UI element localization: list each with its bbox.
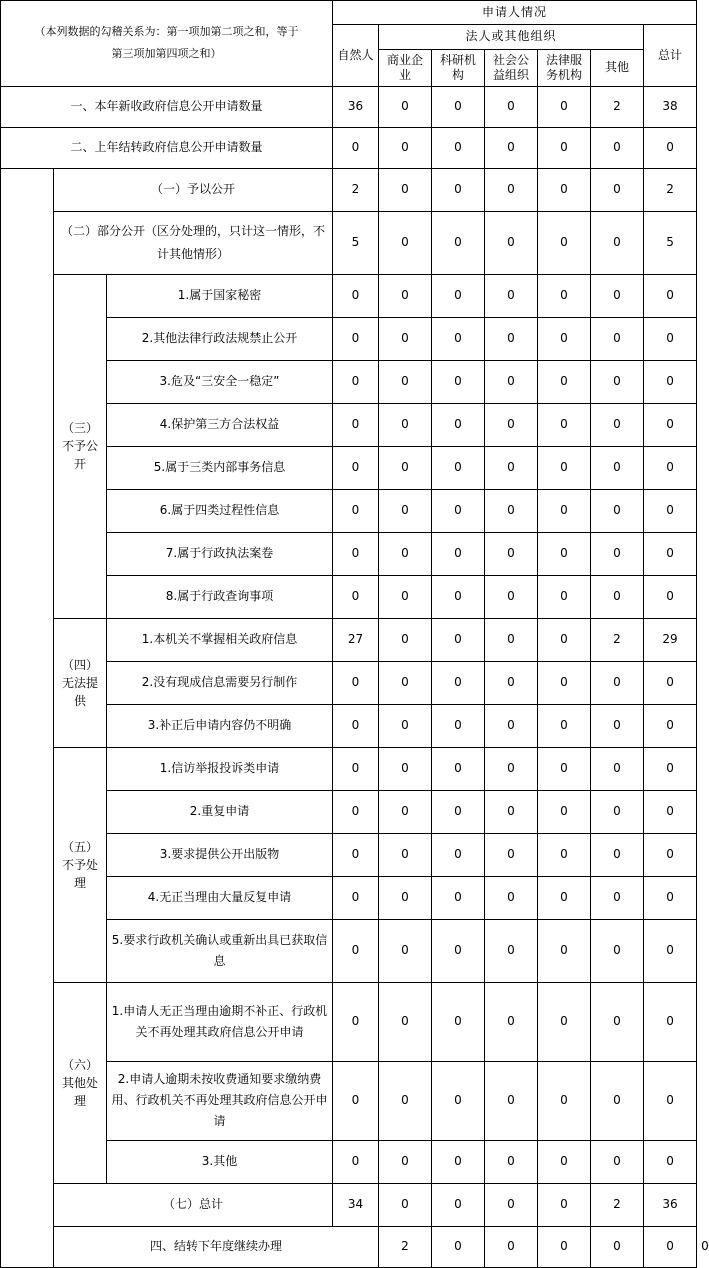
cell-value: 0 — [379, 489, 432, 532]
cell-value: 0 — [485, 127, 538, 168]
cell-value: 0 — [485, 982, 538, 1061]
cell-value: 0 — [432, 168, 485, 211]
cell-value: 0 — [333, 661, 379, 704]
cell-value: 0 — [432, 211, 485, 274]
cell-value: 0 — [485, 532, 538, 575]
cell-value: 0 — [591, 127, 644, 168]
table-header-row-1 — [1, 1, 697, 25]
cell-value: 0 — [379, 876, 432, 919]
section-three-spacer — [1, 168, 54, 1267]
cell-value: 0 — [379, 618, 432, 661]
cell-value: 36 — [644, 1183, 697, 1226]
cell-value: 0 — [379, 168, 432, 211]
cell-value: 0 — [644, 1226, 697, 1267]
cell-value: 0 — [538, 532, 591, 575]
group-label: （五）不予处理 — [54, 747, 107, 982]
cell-value: 0 — [538, 618, 591, 661]
cell-value: 0 — [485, 747, 538, 790]
cell-value: 0 — [644, 532, 697, 575]
cell-value: 0 — [485, 1140, 538, 1183]
cell-value: 0 — [485, 575, 538, 618]
row-label: 3.补正后申请内容仍不明确 — [107, 704, 333, 747]
cell-value: 5 — [644, 211, 697, 274]
cell-value: 0 — [591, 833, 644, 876]
header-note-cell — [1, 1, 333, 87]
cell-value: 0 — [591, 168, 644, 211]
cell-value: 0 — [432, 790, 485, 833]
cell-value: 27 — [333, 618, 379, 661]
cell-value: 0 — [485, 661, 538, 704]
table-row — [1, 168, 697, 211]
cell-value: 0 — [644, 1140, 697, 1183]
group-label: （四）无法提供 — [54, 618, 107, 747]
cell-value: 0 — [379, 661, 432, 704]
cell-value: 0 — [379, 833, 432, 876]
cell-value: 0 — [379, 790, 432, 833]
cell-value: 5 — [333, 211, 379, 274]
cell-value: 0 — [379, 1140, 432, 1183]
table-row — [1, 127, 697, 168]
cell-value: 0 — [333, 876, 379, 919]
row-label: 2.其他法律行政法规禁止公开 — [107, 317, 333, 360]
cell-value: 0 — [485, 790, 538, 833]
cell-value: 0 — [644, 575, 697, 618]
cell-value: 0 — [379, 86, 432, 127]
cell-value: 0 — [591, 489, 644, 532]
cell-value: 0 — [591, 704, 644, 747]
cell-value: 34 — [333, 1183, 379, 1226]
cell-value: 36 — [333, 86, 379, 127]
cell-value: 0 — [591, 446, 644, 489]
cell-value: 0 — [644, 876, 697, 919]
row-label: 2.没有现成信息需要另行制作 — [107, 661, 333, 704]
cell-value: 0 — [432, 1061, 485, 1140]
cell-value: 0 — [432, 982, 485, 1061]
cell-value: 0 — [485, 919, 538, 982]
header-legal-or-other-org: 法人或其他组织 — [379, 25, 644, 49]
header-note-line1: （本列数据的勾稽关系为：第一项加第二项之和，等于 — [34, 25, 299, 39]
row-label: （一）予以公开 — [54, 168, 333, 211]
cell-value: 0 — [485, 704, 538, 747]
cell-value: 0 — [379, 360, 432, 403]
cell-value: 0 — [485, 168, 538, 211]
cell-value: 0 — [333, 704, 379, 747]
cell-value: 0 — [379, 274, 432, 317]
table-row — [1, 747, 697, 790]
table-row — [1, 86, 697, 127]
cell-value: 0 — [538, 1061, 591, 1140]
cell-value: 0 — [333, 127, 379, 168]
cell-value: 0 — [333, 919, 379, 982]
cell-value: 0 — [644, 919, 697, 982]
cell-value: 0 — [379, 1183, 432, 1226]
cell-value: 0 — [379, 982, 432, 1061]
row-label: 7.属于行政执法案卷 — [107, 532, 333, 575]
row-label: （七）总计 — [54, 1183, 333, 1226]
cell-value: 0 — [591, 982, 644, 1061]
cell-value: 0 — [432, 876, 485, 919]
header-col-research: 科研机构 — [432, 49, 485, 86]
cell-value: 0 — [538, 274, 591, 317]
cell-value: 0 — [333, 489, 379, 532]
cell-value: 0 — [485, 833, 538, 876]
cell-value: 0 — [379, 446, 432, 489]
table-row — [1, 211, 697, 274]
cell-value: 0 — [538, 876, 591, 919]
cell-value: 0 — [538, 403, 591, 446]
cell-value: 0 — [538, 1183, 591, 1226]
cell-value: 0 — [333, 747, 379, 790]
cell-value: 0 — [644, 704, 697, 747]
cell-value: 0 — [538, 1140, 591, 1183]
cell-value: 2 — [644, 168, 697, 211]
cell-value: 0 — [644, 127, 697, 168]
cell-value: 0 — [591, 1140, 644, 1183]
row-label: 1.属于国家秘密 — [107, 274, 333, 317]
cell-value: 0 — [538, 168, 591, 211]
cell-value: 0 — [333, 360, 379, 403]
cell-value: 0 — [432, 274, 485, 317]
cell-value: 0 — [333, 274, 379, 317]
row-label: 3.其他 — [107, 1140, 333, 1183]
row-label: 5.属于三类内部事务信息 — [107, 446, 333, 489]
row-label: 二、上年结转政府信息公开申请数量 — [1, 127, 333, 168]
cell-value: 0 — [379, 532, 432, 575]
cell-value: 0 — [538, 211, 591, 274]
row-label: （二）部分公开（区分处理的，只计这一情形，不计其他情形） — [54, 211, 333, 274]
cell-value: 0 — [333, 575, 379, 618]
cell-value: 0 — [538, 317, 591, 360]
cell-value: 0 — [432, 618, 485, 661]
cell-value: 0 — [485, 274, 538, 317]
cell-value: 0 — [379, 575, 432, 618]
cell-value: 0 — [379, 317, 432, 360]
cell-value: 0 — [538, 489, 591, 532]
cell-value: 0 — [591, 790, 644, 833]
header-col-social: 社会公益组织 — [485, 49, 538, 86]
group-label: （三）不予公开 — [54, 274, 107, 618]
cell-value: 0 — [333, 1140, 379, 1183]
row-label: 4.保护第三方合法权益 — [107, 403, 333, 446]
cell-value: 0 — [644, 982, 697, 1061]
row-label: 1.信访举报投诉类申请 — [107, 747, 333, 790]
cell-value: 0 — [379, 704, 432, 747]
cell-value: 0 — [644, 489, 697, 532]
cell-value: 0 — [485, 360, 538, 403]
cell-value: 0 — [538, 86, 591, 127]
group-label: （六）其他处理 — [54, 982, 107, 1183]
cell-value: 0 — [538, 747, 591, 790]
cell-value: 0 — [644, 747, 697, 790]
header-col-business: 商业企业 — [379, 49, 432, 86]
cell-value: 0 — [591, 1061, 644, 1140]
cell-value: 0 — [432, 747, 485, 790]
cell-value: 0 — [591, 575, 644, 618]
cell-value: 0 — [432, 86, 485, 127]
cell-value: 0 — [432, 1183, 485, 1226]
row-label: 2.申请人逾期未按收费通知要求缴纳费用、行政机关不再处理其政府信息公开申请 — [107, 1061, 333, 1140]
cell-value: 0 — [538, 446, 591, 489]
cell-value: 0 — [379, 1061, 432, 1140]
cell-value: 0 — [432, 575, 485, 618]
row-label: 8.属于行政查询事项 — [107, 575, 333, 618]
cell-value: 0 — [432, 661, 485, 704]
cell-value: 0 — [485, 489, 538, 532]
cell-value: 0 — [591, 747, 644, 790]
cell-value: 0 — [485, 446, 538, 489]
cell-value: 0 — [485, 403, 538, 446]
cell-value: 0 — [432, 360, 485, 403]
cell-value: 0 — [644, 317, 697, 360]
cell-value: 0 — [333, 446, 379, 489]
cell-value: 0 — [485, 1061, 538, 1140]
cell-value: 0 — [333, 403, 379, 446]
cell-value: 0 — [591, 360, 644, 403]
cell-value: 0 — [644, 833, 697, 876]
cell-value: 0 — [432, 919, 485, 982]
row-label: 3.危及“三安全一稳定” — [107, 360, 333, 403]
cell-value: 0 — [591, 661, 644, 704]
row-label: 4.无正当理由大量反复申请 — [107, 876, 333, 919]
cell-value: 0 — [644, 403, 697, 446]
cell-value: 0 — [591, 317, 644, 360]
cell-value: 0 — [644, 661, 697, 704]
header-applicant-situation: 申请人情况 — [333, 1, 697, 25]
cell-value: 0 — [432, 833, 485, 876]
cell-value: 0 — [538, 575, 591, 618]
cell-value: 0 — [485, 876, 538, 919]
cell-value: 0 — [538, 919, 591, 982]
cell-value: 0 — [379, 919, 432, 982]
cell-value: 0 — [538, 661, 591, 704]
cell-value: 0 — [379, 211, 432, 274]
table-row — [1, 618, 697, 661]
cell-value: 0 — [485, 86, 538, 127]
table-row — [1, 982, 697, 1061]
cell-value: 0 — [591, 1226, 644, 1267]
cell-value: 0 — [644, 274, 697, 317]
header-col-legal-service: 法律服务机构 — [538, 49, 591, 86]
cell-value: 0 — [432, 403, 485, 446]
header-total: 总计 — [644, 25, 697, 86]
cell-value: 0 — [591, 919, 644, 982]
cell-value: 0 — [538, 833, 591, 876]
cell-value: 0 — [644, 1061, 697, 1140]
cell-value: 0 — [485, 1183, 538, 1226]
cell-value: 0 — [333, 833, 379, 876]
cell-value: 29 — [644, 618, 697, 661]
cell-value: 0 — [485, 211, 538, 274]
row-label: 一、本年新收政府信息公开申请数量 — [1, 86, 333, 127]
cell-value: 0 — [333, 317, 379, 360]
row-label: 2.重复申请 — [107, 790, 333, 833]
header-col-other: 其他 — [591, 49, 644, 86]
cell-value: 0 — [538, 704, 591, 747]
header-note-line2: 第三项加第四项之和） — [111, 47, 222, 61]
row-label: 1.本机关不掌握相关政府信息 — [107, 618, 333, 661]
cell-value: 0 — [591, 532, 644, 575]
cell-value: 0 — [432, 446, 485, 489]
cell-value: 0 — [333, 790, 379, 833]
cell-value: 2 — [591, 86, 644, 127]
cell-value: 0 — [538, 127, 591, 168]
cell-value: 0 — [644, 790, 697, 833]
cell-value: 0 — [333, 1061, 379, 1140]
header-natural-person: 自然人 — [333, 25, 379, 86]
cell-value: 0 — [538, 982, 591, 1061]
cell-value: 0 — [333, 532, 379, 575]
cell-value: 0 — [591, 403, 644, 446]
cell-value: 0 — [432, 127, 485, 168]
cell-value: 0 — [379, 127, 432, 168]
cell-value: 2 — [333, 168, 379, 211]
cell-value: 0 — [644, 446, 697, 489]
cell-value: 0 — [591, 274, 644, 317]
cell-value: 0 — [485, 317, 538, 360]
table-row — [1, 274, 697, 317]
cell-value: 0 — [591, 876, 644, 919]
row-label: 1.申请人无正当理由逾期不补正、行政机关不再处理其政府信息公开申请 — [107, 982, 333, 1061]
cell-value: 0 — [538, 1226, 591, 1267]
cell-value: 0 — [432, 317, 485, 360]
cell-value: 0 — [538, 790, 591, 833]
cell-value: 0 — [379, 403, 432, 446]
table-row: 四、结转下年度继续办理 2 0 0 0 0 0 0 — [1, 1226, 697, 1267]
cell-value: 0 — [485, 1226, 538, 1267]
table-row — [1, 1183, 697, 1226]
cell-value: 0 — [432, 704, 485, 747]
cell-value: 38 — [644, 86, 697, 127]
cell-value: 2 — [591, 618, 644, 661]
cell-value: 0 — [333, 982, 379, 1061]
cell-value: 2 — [591, 1183, 644, 1226]
cell-value: 0 — [485, 618, 538, 661]
cell-value: 2 — [379, 1226, 432, 1267]
cell-value: 0 — [379, 747, 432, 790]
cell-value: 0 — [591, 211, 644, 274]
cell-value: 0 — [432, 532, 485, 575]
row-label: 四、结转下年度继续办理 — [54, 1226, 379, 1267]
cell-value: 0 — [644, 360, 697, 403]
cell-value: 0 — [432, 1226, 485, 1267]
cell-value: 0 — [432, 1140, 485, 1183]
row-label: 3.要求提供公开出版物 — [107, 833, 333, 876]
cell-value: 0 — [432, 489, 485, 532]
cell-value: 0 — [538, 360, 591, 403]
row-label: 5.要求行政机关确认或重新出具已获取信息 — [107, 919, 333, 982]
row-label: 6.属于四类过程性信息 — [107, 489, 333, 532]
